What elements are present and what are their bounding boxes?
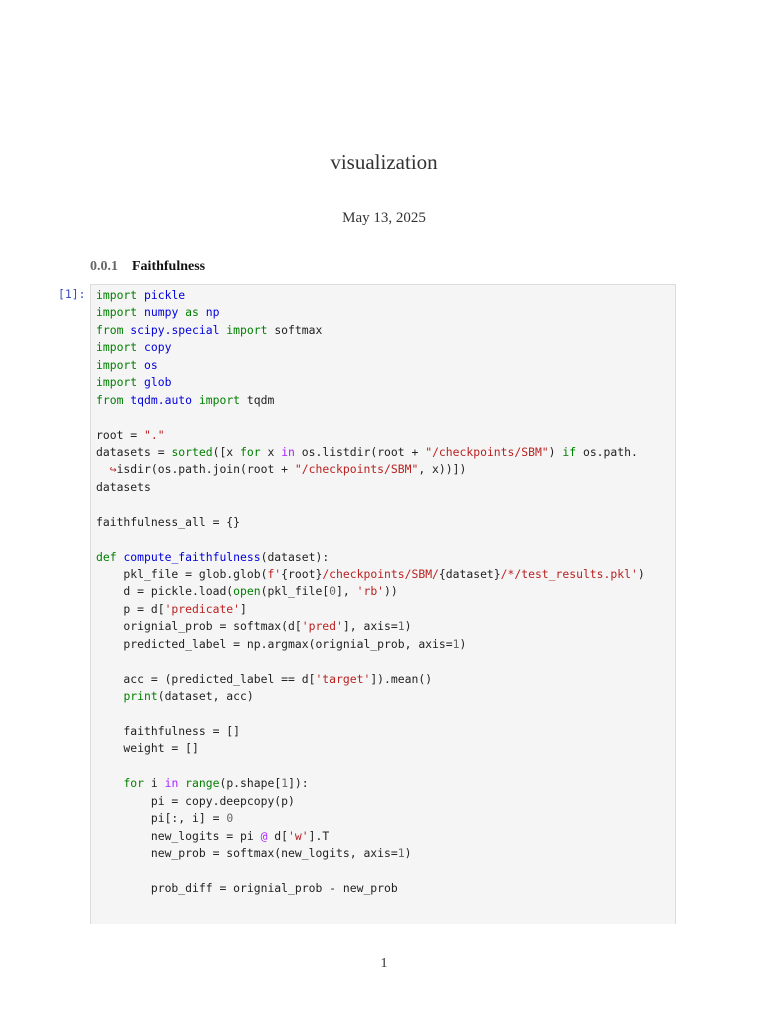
code-token: range	[185, 776, 220, 791]
code-token: 'predicate'	[164, 601, 241, 616]
code-token: from	[96, 322, 131, 337]
code-line	[96, 845, 645, 862]
code-token: d = pickle.load(	[96, 584, 234, 599]
code-token: acc = (predicted_label == d[	[96, 671, 316, 686]
code-token: import	[96, 357, 145, 372]
code-token: 'rb'	[356, 584, 385, 599]
code-token: /checkpoints/SBM/	[322, 567, 439, 581]
code-token: for	[240, 444, 261, 459]
code-token: (pkl_file[	[260, 584, 330, 599]
code-line	[96, 653, 645, 670]
code-token: 0	[226, 811, 234, 826]
code-line	[96, 862, 645, 879]
code-token: orignial_prob = softmax(d[	[96, 619, 302, 634]
code-token: (dataset, acc)	[157, 689, 254, 704]
code-line	[96, 461, 645, 478]
code-token: import	[96, 288, 145, 302]
code-line	[96, 583, 645, 600]
code-line	[96, 775, 645, 792]
code-token: )	[459, 636, 467, 651]
document-title: visualization	[330, 150, 438, 174]
code-line	[96, 566, 645, 583]
code-line	[96, 636, 645, 653]
code-line	[96, 339, 645, 356]
code-token: os.path.	[576, 444, 638, 459]
code-line	[96, 828, 645, 845]
code-line	[96, 549, 645, 566]
code-block	[96, 287, 645, 897]
code-token: for	[123, 776, 145, 791]
code-cell[interactable]	[90, 284, 676, 924]
code-token: ]):	[288, 776, 309, 791]
code-token: numpy	[144, 305, 179, 320]
code-token: )	[548, 444, 563, 459]
code-token: 1	[397, 846, 405, 860]
code-token: faithfulness = []	[96, 723, 241, 738]
code-token: 1	[397, 619, 405, 634]
section-heading	[90, 259, 205, 275]
code-line	[96, 688, 645, 705]
code-line	[96, 322, 645, 339]
code-line	[96, 479, 645, 496]
section-number: 0.0.1	[90, 259, 118, 274]
code-line	[96, 618, 645, 635]
code-token: faithfulness_all = {}	[96, 514, 241, 529]
code-token: in	[164, 776, 179, 791]
code-line	[96, 723, 645, 740]
code-line	[96, 758, 645, 775]
code-token: pickle	[144, 288, 186, 302]
code-token: isdir(os.path.join(root +	[116, 462, 295, 477]
code-token: ))	[384, 584, 398, 599]
code-token: (p.shape[	[219, 776, 282, 791]
code-token: "."	[144, 427, 165, 442]
code-token: )	[637, 567, 645, 581]
code-token: glob	[144, 375, 172, 390]
code-token: in	[281, 444, 295, 459]
code-line	[96, 357, 645, 374]
code-token: predicted_label = np.argmax(orignial_prob, axis=	[96, 636, 453, 651]
code-line	[96, 740, 645, 757]
code-token: )	[404, 846, 412, 860]
code-token: as	[178, 305, 206, 320]
code-token: compute_faithfulness	[123, 549, 261, 564]
code-token: from	[96, 392, 131, 407]
code-token: ([x	[212, 444, 241, 459]
code-token: {dataset}	[438, 567, 501, 581]
code-token: os	[144, 357, 158, 372]
code-token: scipy.special	[130, 322, 220, 337]
code-token: ]	[240, 601, 247, 616]
code-line	[96, 810, 645, 827]
code-line	[96, 880, 645, 897]
code-token: print	[123, 689, 158, 704]
code-line	[96, 392, 645, 409]
code-token: ], axis=	[342, 619, 398, 634]
code-token: tqdm	[246, 392, 275, 407]
code-token: ],	[336, 584, 357, 599]
code-token: p = d[	[96, 601, 165, 616]
code-token: weight = []	[96, 741, 199, 756]
code-token: x	[260, 444, 282, 459]
code-line	[96, 514, 645, 531]
code-token: 'pred'	[301, 619, 343, 634]
code-token: prob_diff = orignial_prob - new_prob	[96, 880, 398, 895]
code-token: (dataset):	[260, 549, 330, 564]
code-token: import	[192, 392, 247, 407]
code-token: pi = copy.deepcopy(p)	[96, 793, 295, 808]
code-token: new_prob = softmax(new_logits, axis=	[96, 846, 398, 860]
code-token: ].T	[308, 828, 330, 843]
code-line	[96, 427, 645, 444]
code-token: sorted	[171, 444, 213, 459]
code-token: new_logits = pi	[96, 828, 261, 843]
code-token: 'w'	[288, 828, 309, 843]
code-token: open	[233, 584, 261, 599]
code-token: f'	[267, 567, 282, 581]
code-token: @	[260, 828, 268, 843]
code-token: "/checkpoints/SBM"	[425, 444, 549, 459]
code-token: os.listdir(root +	[294, 444, 426, 459]
code-token: import	[96, 340, 145, 355]
code-token: np	[205, 305, 220, 320]
code-line	[96, 671, 645, 688]
code-token: if	[562, 444, 577, 459]
code-line	[96, 304, 645, 321]
code-token: def	[96, 549, 124, 564]
cell-prompt: [1]:	[58, 287, 86, 301]
code-token	[96, 689, 123, 703]
code-token: 1	[452, 636, 460, 651]
code-line	[96, 601, 645, 618]
document-date: May 13, 2025	[342, 210, 426, 226]
code-token: import	[219, 322, 275, 337]
code-token: import	[96, 305, 145, 320]
code-line	[96, 444, 645, 461]
code-token: pi[:, i] =	[96, 811, 227, 826]
code-line	[96, 496, 645, 513]
code-line	[96, 531, 645, 548]
code-token: softmax	[274, 322, 323, 337]
code-token: )	[404, 619, 412, 634]
code-token: 'target'	[315, 671, 371, 686]
code-token: , x))])	[418, 462, 467, 477]
code-token: 1	[281, 776, 289, 791]
code-token: pkl_file = glob.glob(	[96, 567, 268, 581]
code-token	[96, 776, 123, 790]
code-token: datasets	[96, 479, 151, 494]
code-token: ↪	[96, 462, 117, 477]
code-token: ]).mean()	[370, 671, 433, 686]
code-token: d[	[267, 828, 289, 843]
code-line	[96, 287, 645, 304]
code-line	[96, 409, 645, 426]
code-token: datasets =	[96, 444, 172, 459]
code-token: root =	[96, 427, 145, 442]
code-line	[96, 706, 645, 723]
code-token: copy	[144, 340, 172, 355]
code-token: 0	[329, 584, 337, 599]
code-token: {root}	[281, 567, 323, 581]
page-number: 1	[380, 956, 388, 971]
section-title: Faithfulness	[132, 259, 206, 274]
code-line	[96, 793, 645, 810]
code-token: i	[144, 776, 165, 791]
code-token: import	[96, 375, 145, 390]
code-token: /*/test_results.pkl'	[500, 567, 638, 581]
code-line	[96, 374, 645, 391]
code-token: tqdm.auto	[130, 392, 193, 407]
code-token: "/checkpoints/SBM"	[294, 462, 419, 477]
